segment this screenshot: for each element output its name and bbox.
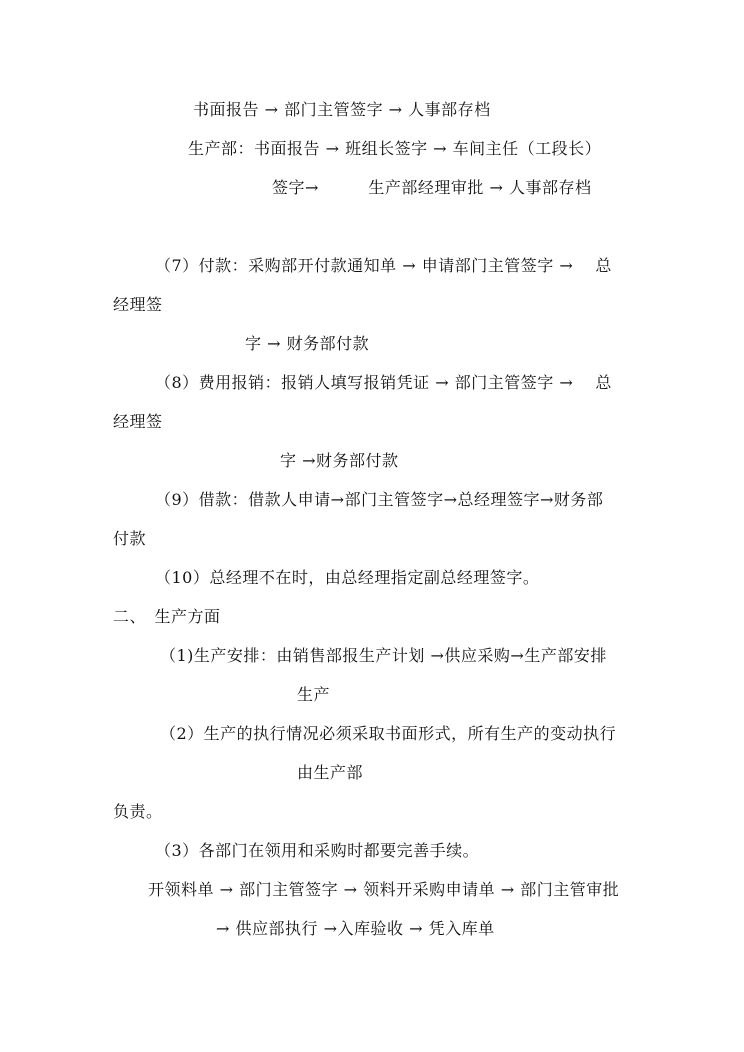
text-line: 生产部：书面报告 → 班组长签字 → 车间主任（工段长） — [188, 139, 602, 158]
text-line: （8）费用报销：报销人填写报销凭证 → 部门主管签字 → 总 — [155, 373, 612, 392]
text-line: （7）付款：采购部开付款通知单 → 申请部门主管签字 → 总 — [155, 256, 612, 275]
text-line: 生产 — [297, 685, 331, 704]
text-line: 经理签 — [113, 412, 163, 431]
text-line: 字 →财务部付款 — [280, 451, 399, 470]
text-line: 由生产部 — [297, 763, 364, 782]
text-line: （9）借款：借款人申请→部门主管签字→总经理签字→财务部 — [155, 490, 604, 509]
text-line: 签字→ 生产部经理审批 → 人事部存档 — [272, 178, 592, 197]
text-line: 字 → 财务部付款 — [245, 334, 370, 353]
text-line: 付款 — [113, 529, 147, 548]
text-line: （3）各部门在领用和采购时都要完善手续。 — [155, 841, 480, 860]
text-line: （1)生产安排：由销售部报生产计划 →供应采购→生产部安排 — [160, 646, 607, 665]
text-line: → 供应部执行 →入库验收 → 凭入库单 — [216, 919, 495, 938]
section-heading: 二、 生产方面 — [113, 607, 221, 626]
text-line: 书面报告 → 部门主管签字 → 人事部存档 — [193, 100, 491, 119]
text-line: （2）生产的执行情况必须采取书面形式，所有生产的变动执行 — [160, 724, 617, 743]
text-line: 开领料单 → 部门主管签字 → 领料开采购申请单 → 部门主管审批 — [148, 880, 620, 899]
text-line: 经理签 — [113, 295, 163, 314]
text-line: （10）总经理不在时，由总经理指定副总经理签字。 — [155, 568, 540, 587]
text-line: 负责。 — [113, 802, 163, 821]
